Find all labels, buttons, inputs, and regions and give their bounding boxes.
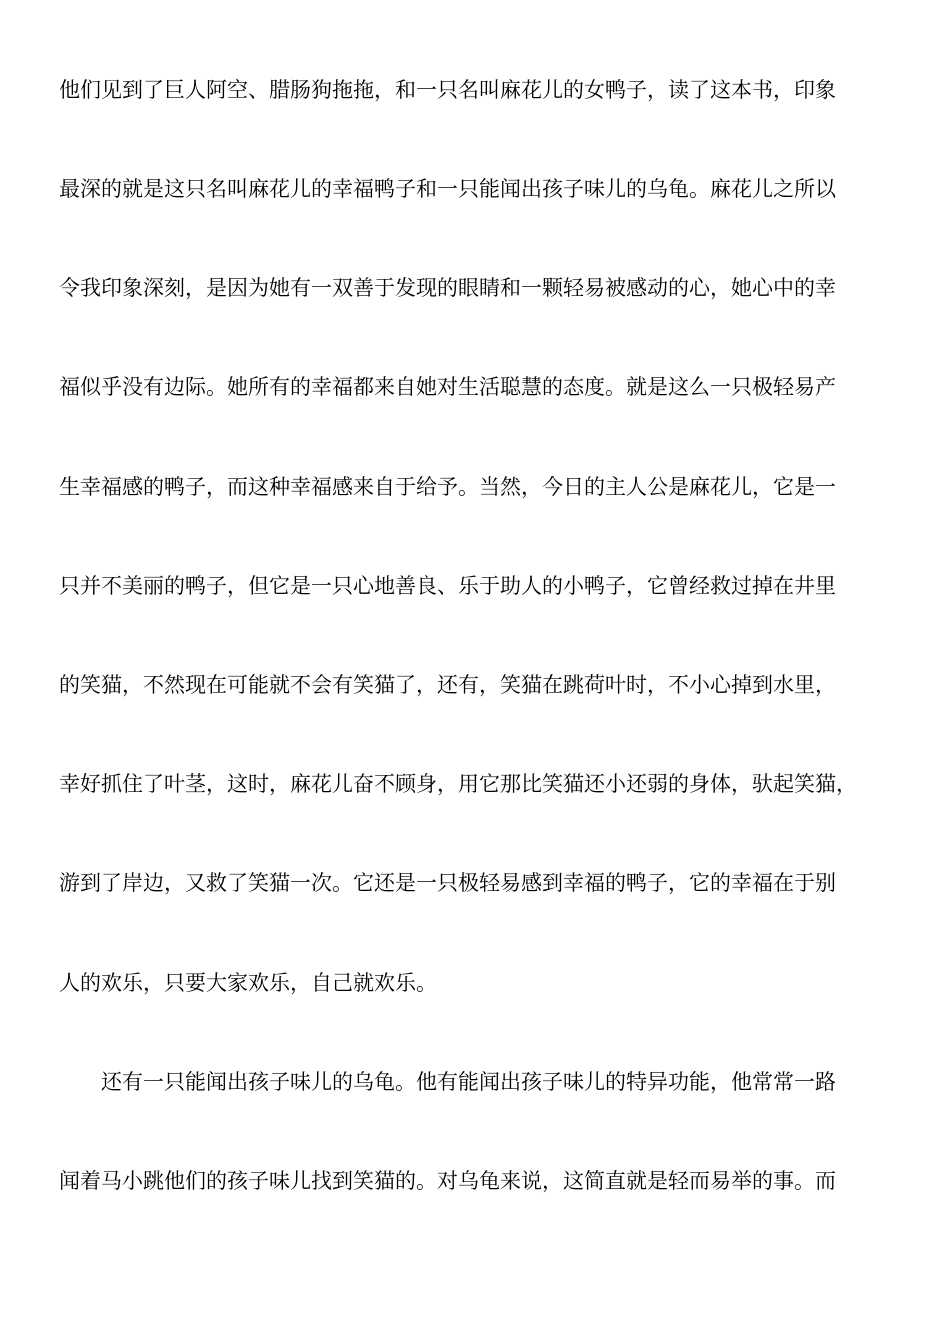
text-line: 他们见到了巨人阿空、腊肠狗拖拖，和一只名叫麻花儿的女鸭子，读了这本书，印象 xyxy=(59,78,836,102)
text-line: 游到了岸边，又救了笑猫一次。它还是一只极轻易感到幸福的鸭子，它的幸福在于别 xyxy=(59,871,836,895)
text-line: 福似乎没有边际。她所有的幸福都来自她对生活聪慧的态度。就是这么一只极轻易产 xyxy=(59,375,836,399)
text-line: 的笑猫，不然现在可能就不会有笑猫了，还有，笑猫在跳荷叶时，不小心掉到水里， xyxy=(59,673,836,697)
text-line: 闻着马小跳他们的孩子味儿找到笑猫的。对乌龟来说，这简直就是轻而易举的事。而 xyxy=(59,1169,836,1193)
text-line: 令我印象深刻，是因为她有一双善于发现的眼睛和一颗轻易被感动的心，她心中的幸 xyxy=(59,276,836,300)
text-line-paragraph-start: 还有一只能闻出孩子味儿的乌龟。他有能闻出孩子味儿的特异功能，他常常一路 xyxy=(101,1070,836,1094)
text-line: 人的欢乐，只要大家欢乐，自己就欢乐。 xyxy=(59,971,437,995)
text-line: 生幸福感的鸭子，而这种幸福感来自于给予。当然，今日的主人公是麻花儿，它是一 xyxy=(59,475,836,499)
text-line: 幸好抓住了叶茎，这时，麻花儿奋不顾身，用它那比笑猫还小还弱的身体，驮起笑猫， xyxy=(59,772,857,796)
text-line: 最深的就是这只名叫麻花儿的幸福鸭子和一只能闻出孩子味儿的乌龟。麻花儿之所以 xyxy=(59,177,836,201)
text-line: 只并不美丽的鸭子，但它是一只心地善良、乐于助人的小鸭子，它曾经救过掉在井里 xyxy=(59,574,836,598)
